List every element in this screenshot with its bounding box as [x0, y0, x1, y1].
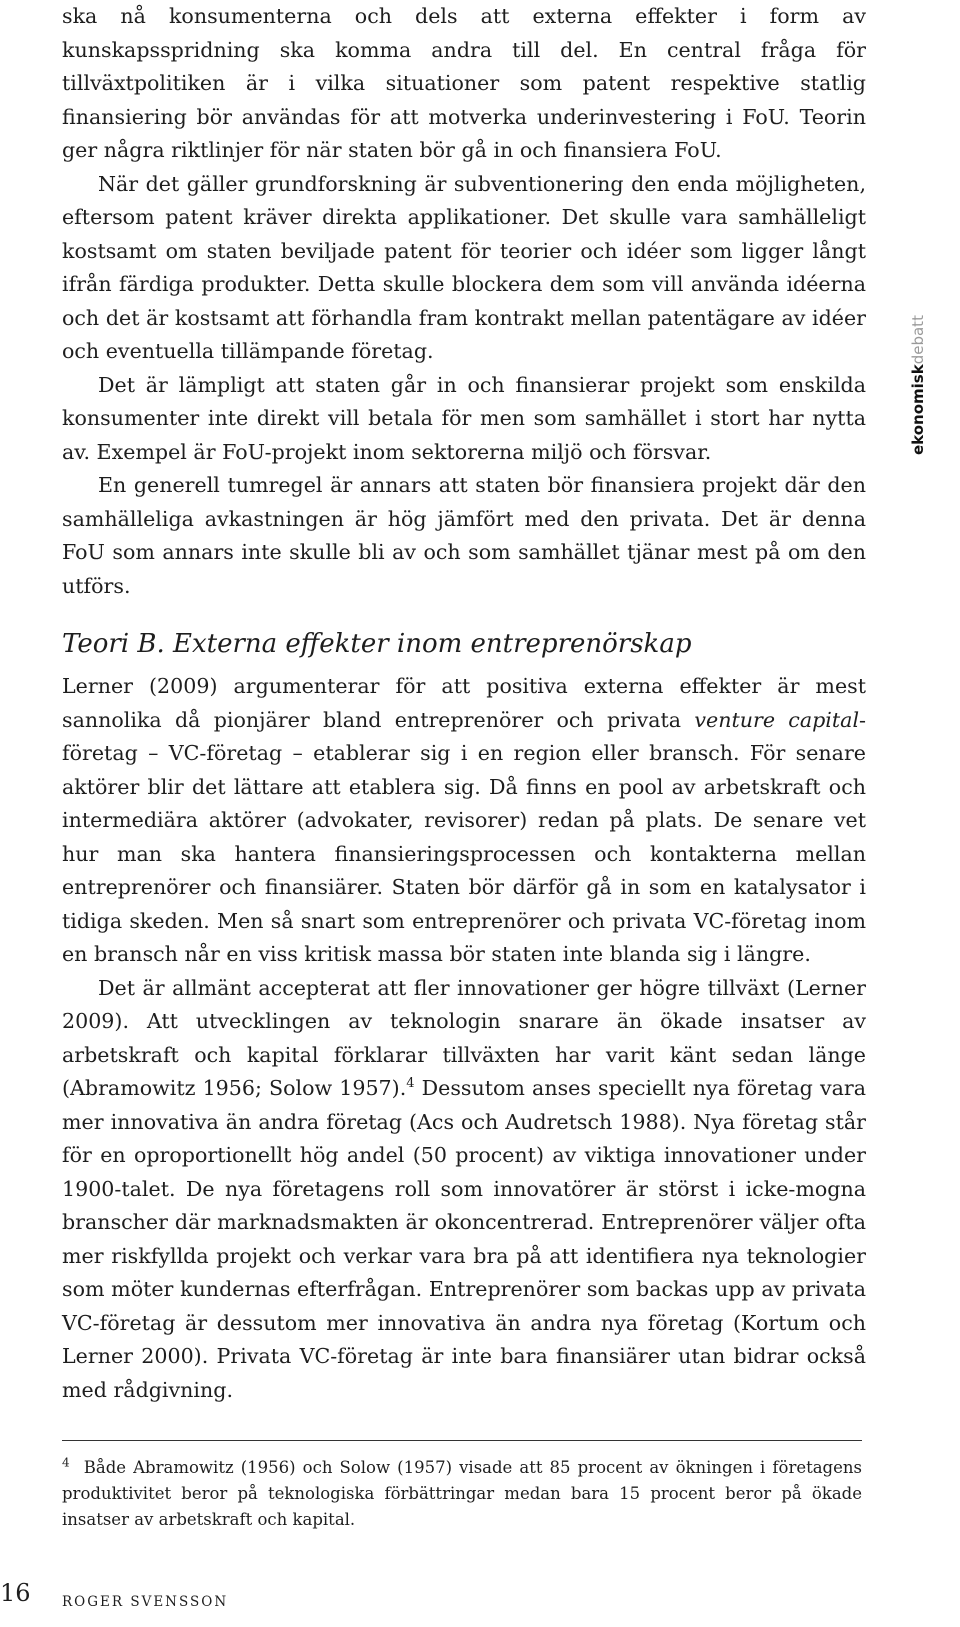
footnote-text: Både Abramowitz (1956) och Solow (1957) visade att 85 procent av ökningen i företagens produktivitet beror på teknologiska förbättringar medan bara 15 procent beror på ökade insatser av arbetskraft och kapital. — [62, 1458, 862, 1529]
paragraph-5-part-b: -företag – VC-företag – etablerar sig i en region eller bransch. För senare aktörer blir det lättare att etablera sig. Då finns en pool av arbetskraft och intermediära aktörer (advokater, revisorer) redan på plats. De senare vet hur man ska hantera finansieringsprocessen och kontakterna mellan entreprenörer och finansiärer. Staten bör därför gå in som en katalysator i tidiga skeden. Men så snart som entreprenörer och privata VC-företag inom en bransch når en viss kritisk massa bör staten inte blanda sig i längre. — [62, 707, 866, 966]
page-number: 16 — [0, 1579, 31, 1607]
paragraph-5 — [62, 670, 866, 972]
paragraph-5-emphasis: venture capital — [694, 707, 860, 732]
paragraph-2: När det gäller grundforskning är subventionering den enda möjligheten, eftersom patent kräver direkta applikationer. Det skulle vara samhälleligt kostsamt om staten beviljade patent för teorier och idéer som ligger långt ifrån färdiga produkter. Detta skulle blockera dem som vill använda idéerna och det är kostsamt att förhandla fram kontrakt mellan patentägare av idéer och eventuella tillämpande företag. — [62, 171, 866, 363]
running-footer-author: ROGER SVENSSON — [62, 1594, 229, 1610]
paragraph-3: Det är lämpligt att staten går in och finansierar projekt som enskilda konsumenter inte direkt vill betala för men som samhället i stort har nytta av. Exempel är FoU-projekt inom sektorerna miljö och försvar. — [62, 372, 866, 464]
paragraph-6-part-b: Dessutom anses speciellt nya företag vara mer innovativa än andra företag (Acs och Audretsch 1988). Nya företag står för en oproportionellt hög andel (50 procent) av viktiga innovationer under 1900-talet. De nya företagens roll som innovatörer är störst i icke-mogna branscher där marknadsmakten är okoncentrerad. Entreprenörer väljer ofta mer riskfyllda projekt och verkar vara bra på att identifiera nya teknologier som möter kundernas efterfrågan. Entreprenörer som backas upp av privata VC-företag är dessutom mer innovativa än andra nya företag (Kortum och Lerner 2000). Privata VC-företag är inte bara finansiärer utan bidrar också med rådgivning. — [62, 1076, 866, 1402]
paragraph-4: En generell tumregel är annars att staten bör finansiera projekt där den samhälleliga avkastningen är hög jämfört med den privata. Det är denna FoU som annars inte skulle bli av och som samhället tjänar mest på om den utförs. — [62, 473, 866, 598]
paragraph-1: ska nå konsumenterna och dels att externa effekter i form av kunskapsspridning ska komma andra till del. En central fråga för tillväxtpolitiken är i vilka situationer som patent respektive statlig finansiering bör användas för att motverka underinvestering i FoU. Teorin ger några riktlinjer för när staten bör gå in och finansiera FoU. — [62, 4, 866, 162]
paragraph-6-part-a: Det är allmänt accepterat att fler innovationer ger högre tillväxt (Lerner 2009). Att utvecklingen av teknologin snarare än ökade insatser av arbetskraft och kapital förklarar tillväxten har varit känt sedan länge (Abramowitz 1956; Solow 1957). — [62, 975, 866, 1100]
footnote-divider — [62, 1440, 862, 1441]
paragraph-5-part-a: Lerner (2009) argumenterar för att positiva externa effekter är mest sannolika då pionjärer bland entreprenörer och privata — [62, 674, 866, 732]
paragraph-6 — [62, 972, 866, 1408]
body-text-top — [62, 0, 866, 603]
footnote-reference: 4 — [406, 1076, 415, 1092]
side-brand-label — [909, 315, 927, 455]
footnote — [62, 1455, 862, 1533]
section-heading: Teori B. Externa effekter inom entreprenörskap — [62, 629, 692, 659]
side-brand-part-a: ekonomisk — [909, 364, 927, 455]
footnote-number: 4 — [62, 1455, 70, 1470]
body-text-section — [62, 670, 866, 1407]
side-brand-part-b: debatt — [909, 315, 927, 365]
